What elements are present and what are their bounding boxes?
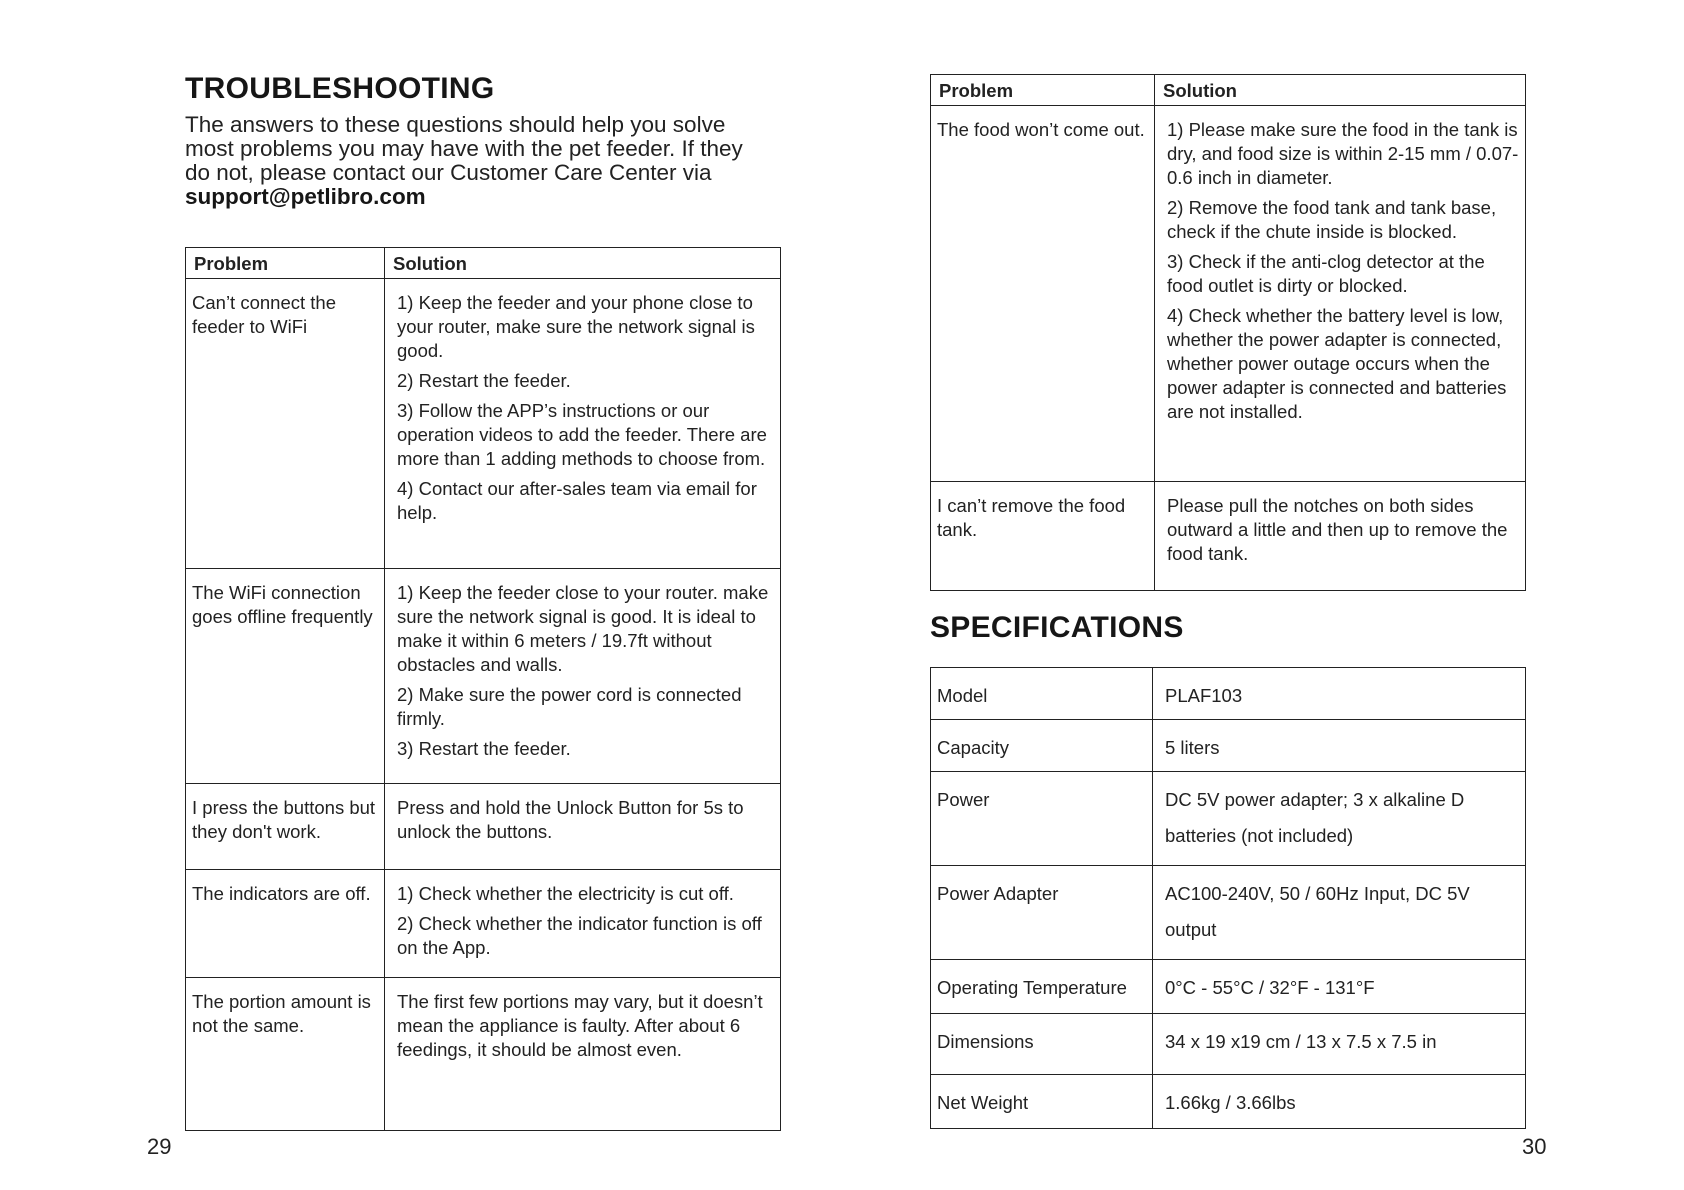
spec-value: 0°C - 55°C / 32°F - 131°F [1153,960,1526,1014]
solution-item: 2) Remove the food tank and tank base, check if the chute inside is blocked. [1167,197,1497,242]
spec-row [931,772,1526,866]
spec-row [931,866,1526,960]
spec-row [931,1075,1526,1129]
solution-item: 3) Check if the anti-clog detector at the food outlet is dirty or blocked. [1167,251,1485,296]
solution-item: 2) Check whether the indicator function is off on the App. [397,913,762,958]
problem-cell: The WiFi connection goes offline frequently [186,569,385,784]
solution-item: 1) Keep the feeder and your phone close to your router, make sure the network signal is good. [397,292,755,361]
spec-label: Power Adapter [931,866,1153,960]
right-page [842,0,1684,1190]
solution-item: Please pull the notches on both sides outward a little and then up to remove the food tank. [1167,495,1508,564]
spec-row [931,1014,1526,1075]
spec-row [931,668,1526,720]
page-number: 29 [147,1134,172,1159]
troubleshooting-table-continued [930,74,1526,591]
solution-item: 1) Check whether the electricity is cut off. [397,883,734,904]
spec-label: Operating Temperature [931,960,1153,1014]
problem-cell: Can’t connect the feeder to WiFi [186,279,385,569]
table-row [931,106,1526,482]
specifications-heading: SPECIFICATIONS [930,611,1184,644]
spec-row [931,960,1526,1014]
solution-item: 4) Check whether the battery level is low, whether the power adapter is connected, whether power outage occurs when the power adapter is connected and batteries are not installed. [1167,305,1507,422]
spec-row [931,720,1526,772]
spec-value: 5 liters [1153,720,1526,772]
spec-value: 34 x 19 x19 cm / 13 x 7.5 x 7.5 in [1153,1014,1526,1075]
intro-text: The answers to these questions should help you solve most problems you may have with the pet feeder. If they do not, please contact our Customer Care Center via [185,112,743,185]
solution-item: 2) Restart the feeder. [397,370,571,391]
solution-item: 1) Please make sure the food in the tank is dry, and food size is within 2-15 mm / 0.07-0.6 inch in diameter. [1167,119,1519,188]
table-row [186,569,781,784]
solution-item: Press and hold the Unlock Button for 5s to unlock the buttons. [397,797,744,842]
intro-paragraph [185,113,755,209]
table-row [186,870,781,978]
spec-label: Capacity [931,720,1153,772]
solution-item: 1) Keep the feeder close to your router. make sure the network signal is good. It is ideal to make it within 6 meters / 19.7ft without obstacles and walls. [397,582,769,675]
header-problem: Problem [931,75,1155,106]
problem-cell: The food won’t come out. [931,106,1155,482]
solution-cell [385,784,781,870]
header-solution: Solution [385,248,781,279]
header-problem: Problem [186,248,385,279]
support-email-link[interactable]: support@petlibro.com [185,184,426,209]
troubleshooting-heading: TROUBLESHOOTING [185,72,495,105]
table-row [186,784,781,870]
table-header-row [186,248,781,279]
header-solution: Solution [1155,75,1526,106]
solution-cell [1155,482,1526,591]
problem-cell: The portion amount is not the same. [186,978,385,1131]
solution-cell [1155,106,1526,482]
page-number: 30 [1522,1134,1547,1159]
spec-label: Model [931,668,1153,720]
solution-item: 3) Restart the feeder. [397,738,571,759]
table-row [186,279,781,569]
spec-value: 1.66kg / 3.66lbs [1153,1075,1526,1129]
solution-item: 4) Contact our after-sales team via email for help. [397,478,757,523]
spec-value: AC100-240V, 50 / 60Hz Input, DC 5V output [1153,866,1526,960]
solution-item: 2) Make sure the power cord is connected firmly. [397,684,742,729]
solution-item: 3) Follow the APP’s instructions or our operation videos to add the feeder. There are more than 1 adding methods to choose from. [397,400,767,469]
problem-cell: I can’t remove the food tank. [931,482,1155,591]
spec-value: DC 5V power adapter; 3 x alkaline D batteries (not included) [1153,772,1526,866]
table-header-row [931,75,1526,106]
troubleshooting-table [185,247,781,1131]
problem-cell: The indicators are off. [186,870,385,978]
spec-label: Dimensions [931,1014,1153,1075]
spec-value: PLAF103 [1153,668,1526,720]
solution-cell [385,978,781,1131]
solution-cell [385,279,781,569]
spec-label: Power [931,772,1153,866]
table-row [931,482,1526,591]
solution-cell [385,569,781,784]
solution-cell [385,870,781,978]
spec-label: Net Weight [931,1075,1153,1129]
table-row [186,978,781,1131]
problem-cell: I press the buttons but they don't work. [186,784,385,870]
solution-item: The first few portions may vary, but it doesn’t mean the appliance is faulty. After about 6 feedings, it should be almost even. [397,991,763,1060]
specifications-table [930,667,1526,1129]
